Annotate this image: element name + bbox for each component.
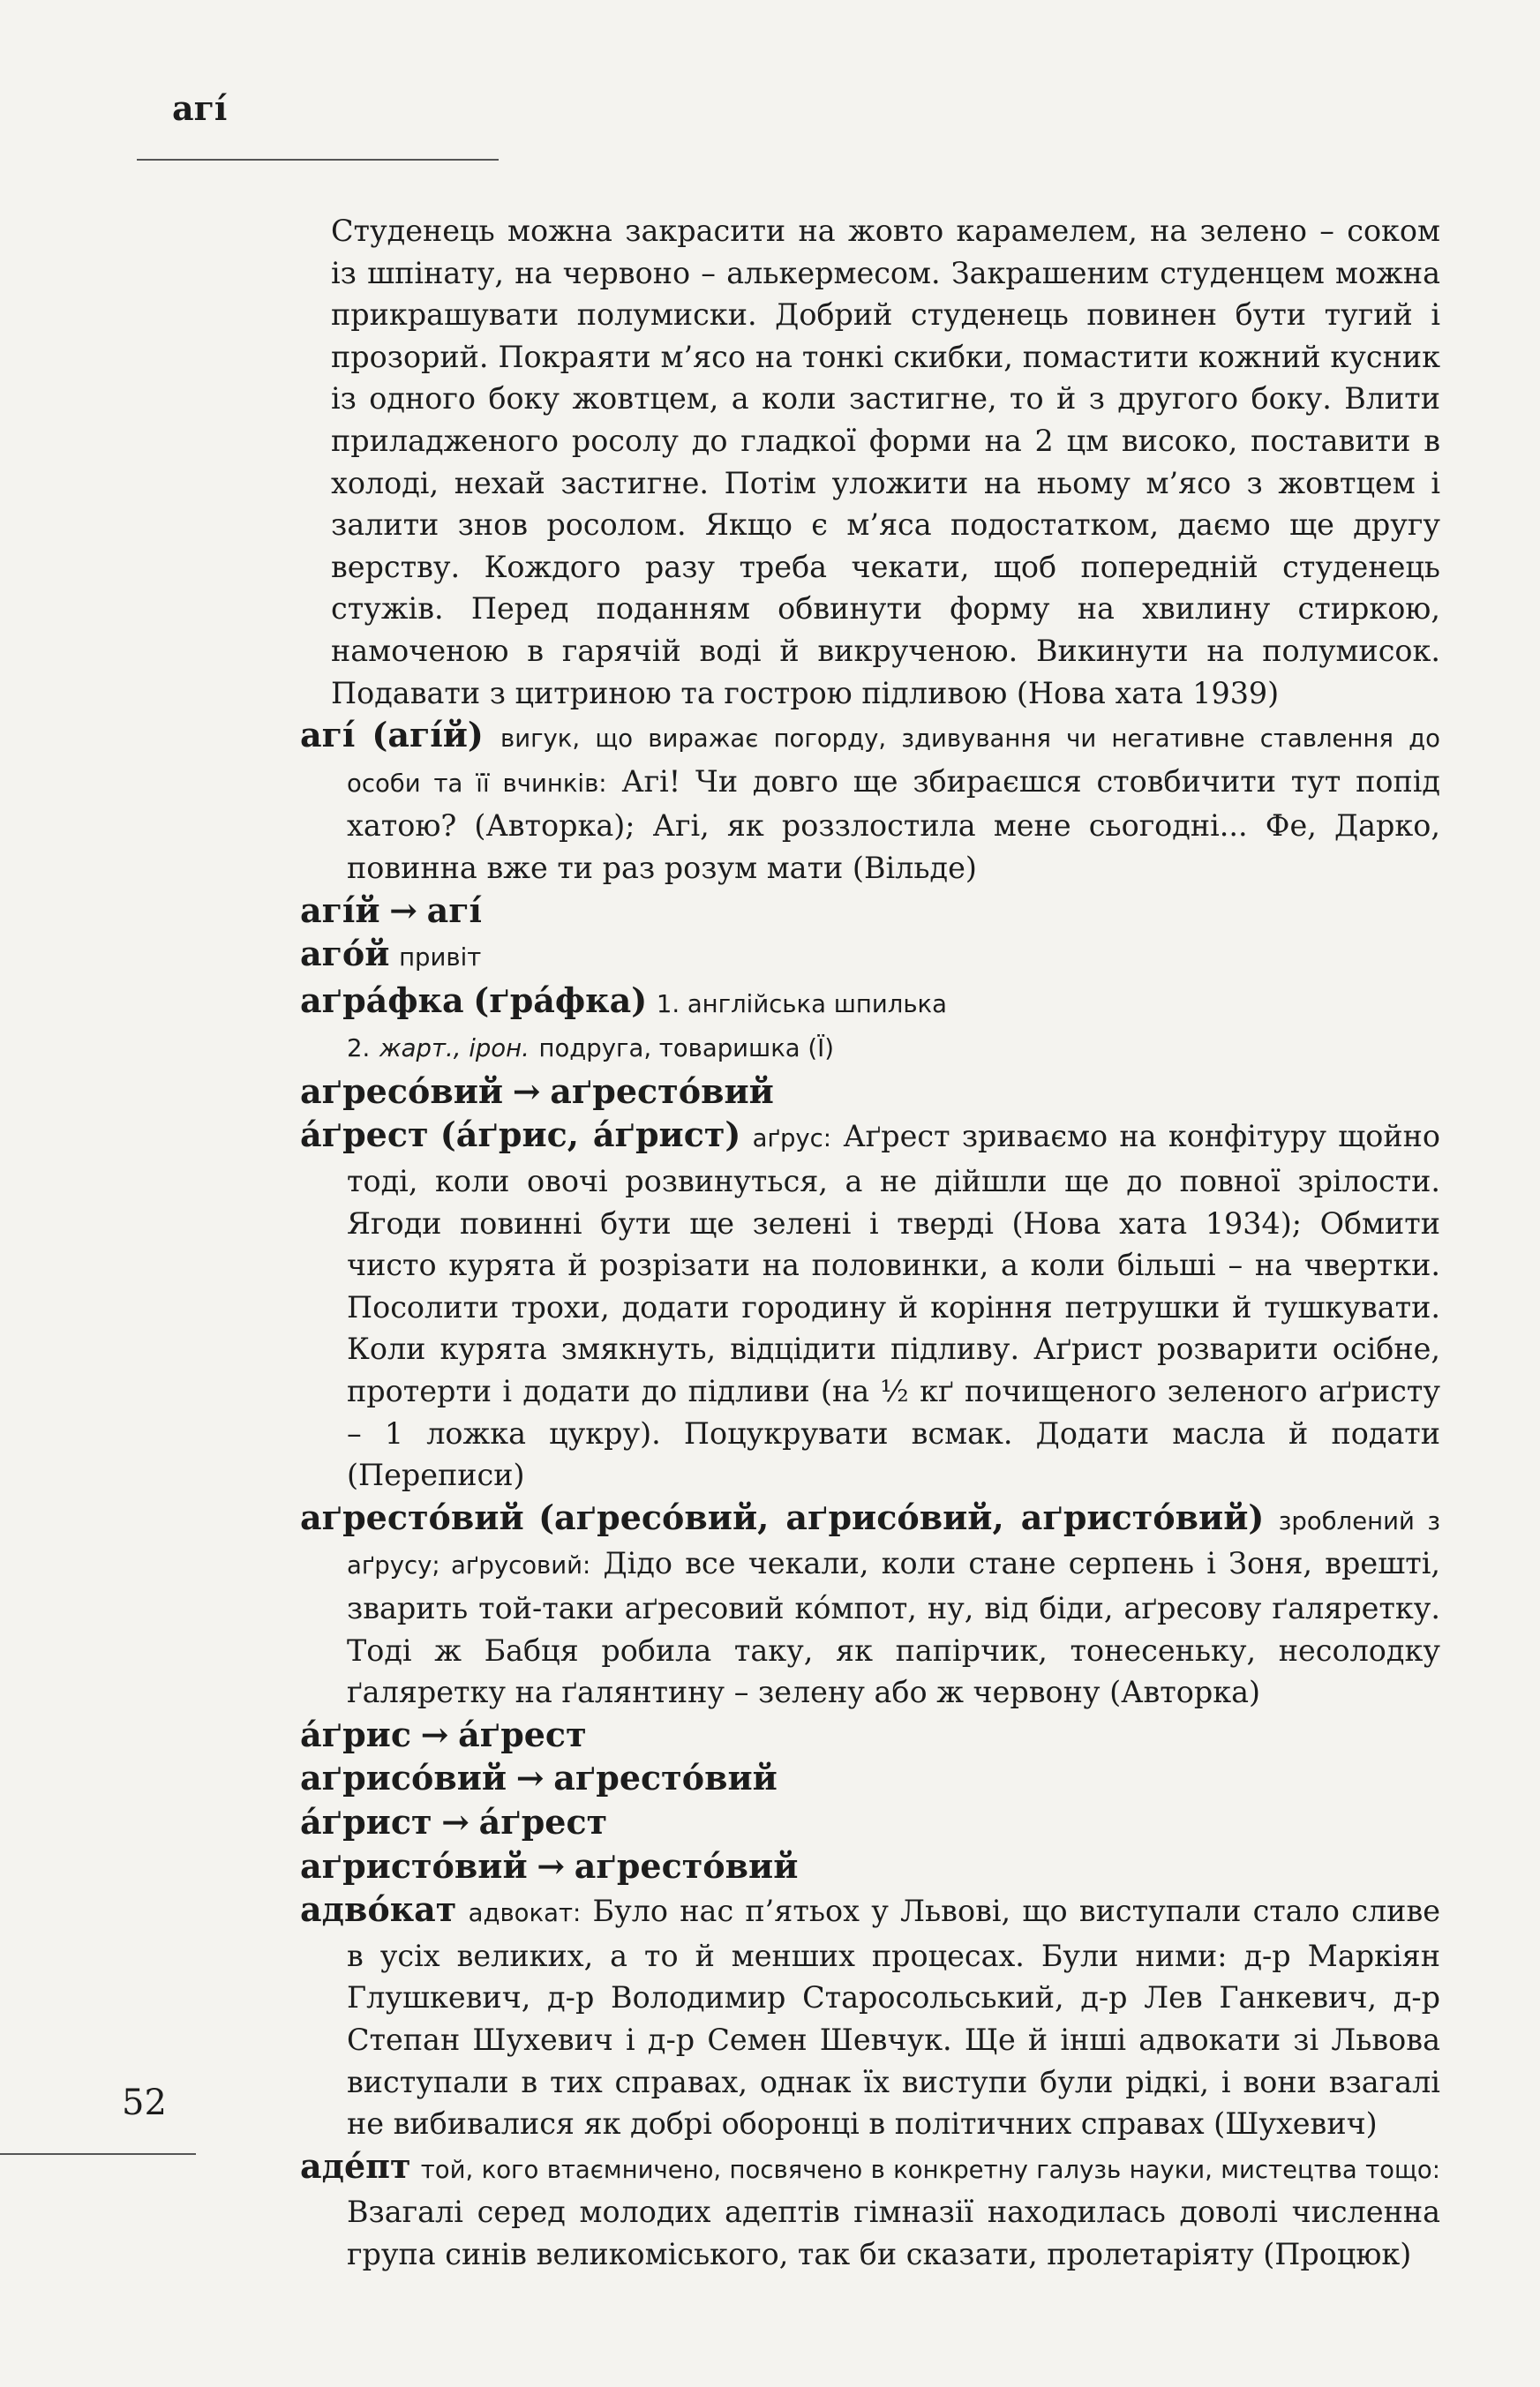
headword: аґристо́вий: [300, 1845, 528, 1886]
running-head: агі́: [172, 88, 228, 128]
gloss: адвокат:: [468, 1899, 582, 1928]
cross-reference: агі́: [426, 889, 482, 930]
page-number: 52: [122, 2083, 167, 2123]
quote: Агі! Чи довго ще збираєшся стовбичити тут попід хатою? (Авторка); Агі, як роззлостила мене сьогодні... Фе, Дарко, повинна вже ти раз розум мати (Вільде): [347, 763, 1440, 885]
quote: Аґрест зриваємо на конфітуру щойно тоді, коли овочі розвинуться, а не дійшли ще до повної зрілости. Ягоди повинні бути ще зелені і тверді (Нова хата 1934); Обмити чисто курята й розрізати на половинки, а коли більші – на чвертки. Посолити трохи, додати городину й коріння петрушки й тушкувати. Коли курята змякнуть, відцідити підливу. Аґрист розварити осібне, протерти і додати до підливи (на ½ кґ почищеного зеленого аґристу – 1 ложка цукру). Поцукрувати всмак. Додати масла й подати (Переписи): [347, 1119, 1441, 1493]
entry-agrestovyi: [300, 1497, 1440, 1714]
cross-reference: а́ґрест: [478, 1801, 608, 1842]
cross-reference: а́ґрест: [458, 1714, 587, 1754]
gloss-2-labels: жарт., ірон.: [379, 1034, 530, 1063]
headword: а́ґрист: [300, 1801, 432, 1842]
gloss-2-number: 2.: [347, 1034, 371, 1063]
gloss: привіт: [399, 943, 482, 972]
headword: аде́пт: [300, 2145, 411, 2186]
header-rule: [137, 159, 499, 161]
variant: (а́ґрис, а́ґрист): [439, 1115, 741, 1155]
headword: а́ґрест: [300, 1115, 429, 1155]
dictionary-column: [300, 210, 1440, 2276]
headword: аґресто́вий: [300, 1497, 524, 1537]
arrow-icon: →: [441, 1801, 470, 1842]
headword: агі́й: [300, 889, 380, 930]
entry-adept: [300, 2145, 1440, 2276]
footer-rule: [0, 2153, 196, 2155]
gloss-2: подруга, товаришка (Ї): [538, 1034, 834, 1063]
variant: (ґра́фка): [473, 980, 648, 1020]
entry-agii: [300, 889, 1440, 934]
gloss: той, кого втаємничено, посвячено в конкретну галузь науки, мистецтва тощо:: [420, 2155, 1440, 2184]
arrow-icon: →: [515, 1758, 545, 1798]
entry-agrest: [300, 1114, 1440, 1496]
arrow-icon: →: [420, 1714, 449, 1754]
headword: а́ґрис: [300, 1714, 411, 1754]
quote: Взагалі серед молодих адептів гімназії находилась доволі численна група синів великоміського, так би сказати, пролетаріяту (Процюк): [347, 2195, 1440, 2271]
headword: агі́: [300, 715, 356, 755]
cross-reference: аґресто́вий: [550, 1070, 774, 1111]
variant: (агі́й): [372, 715, 484, 755]
arrow-icon: →: [537, 1845, 566, 1886]
entry-agrafka: [300, 980, 1440, 1070]
arrow-icon: →: [512, 1070, 541, 1111]
entry-advokat: [300, 1888, 1440, 2145]
headword: аґра́фка: [300, 980, 464, 1020]
entry-agrysovyi-ref: [300, 1757, 1440, 1801]
entry-agrystovyi-ref: [300, 1845, 1440, 1889]
headword: аґресо́вий: [300, 1070, 504, 1111]
entry-agresovyi-ref: [300, 1070, 1440, 1115]
gloss: вигук, що виражає погорду, здивування чи негативне ставлення до особи та її вчинків:: [347, 724, 1440, 798]
quote: Дідо все чекали, коли стане серпень і Зоня, врешті, зварить той-таки аґресовий ко́мпот, ну, від біди, аґресову ґаляретку. Тоді ж Бабця робила таку, як папірчик, тонесеньку, несолодку ґаляретку на ґалянтину – зелену або ж червону (Авторка): [347, 1546, 1440, 1710]
cross-reference: аґресто́вий: [553, 1758, 778, 1798]
entry-agi: [300, 714, 1440, 889]
headword: аго́й: [300, 934, 390, 974]
gloss: аґрус:: [752, 1124, 832, 1153]
entry-agryst-ref: [300, 1801, 1440, 1845]
continued-text: Студенець можна закрасити на жовто карамелем, на зелено – соком із шпінату, на червоно – алькермесом. Закрашеним студенцем можна прикрашувати полумиски. Добрий студенець повинен бути тугий і прозорий. Покраяти м’ясо на тонкі скибки, помастити кожний кусник із одного боку жовтцем, а коли застигне, то й з другого боку. Влити приладженого росолу до гладкої форми на 2 цм високо, поставити в холоді, нехай застигне. Потім уложити на ньому м’ясо з жовтцем і залити знов росолом. Якщо є м’яса подостатком, даємо ще другу верству. Кождого разу треба чекати, щоб попередній студенець стужів. Перед поданням обвинути форму на хвилину стиркою, намоченою в гарячій воді й викрученою. Викинути на полумисок. Подавати з цитриною та гострою підливою (Нова хата 1939): [331, 214, 1440, 710]
arrow-icon: →: [389, 889, 417, 930]
headword: аґрисо́вий: [300, 1758, 507, 1798]
gloss: зроблений з аґрусу; аґрусовий:: [347, 1506, 1440, 1580]
entry-agrys-ref: [300, 1714, 1440, 1758]
entry-agoi: [300, 933, 1440, 980]
cross-reference: аґресто́вий: [574, 1845, 799, 1886]
gloss-1: 1. англійська шпилька: [656, 989, 947, 1018]
headword: адво́кат: [300, 1889, 457, 1930]
quote: Було нас п’ятьох у Львові, що виступали стало сливе в усіх великих, а то й менших процесах. Були ними: д-р Маркіян Глушкевич, д-р Володимир Старосольський, д-р Лев Ганкевич, д-р Степан Шухевич і д-р Семен Шевчук. Ще й інші адвокати зі Львова виступали в тих справах, однак їх виступи були рідкі, і вони взагалі не вибивалися як добрі оборонці в політичних справах (Шухевич): [347, 1894, 1440, 2142]
variant: (аґресо́вий, аґрисо́вий, аґристо́вий): [538, 1497, 1265, 1537]
